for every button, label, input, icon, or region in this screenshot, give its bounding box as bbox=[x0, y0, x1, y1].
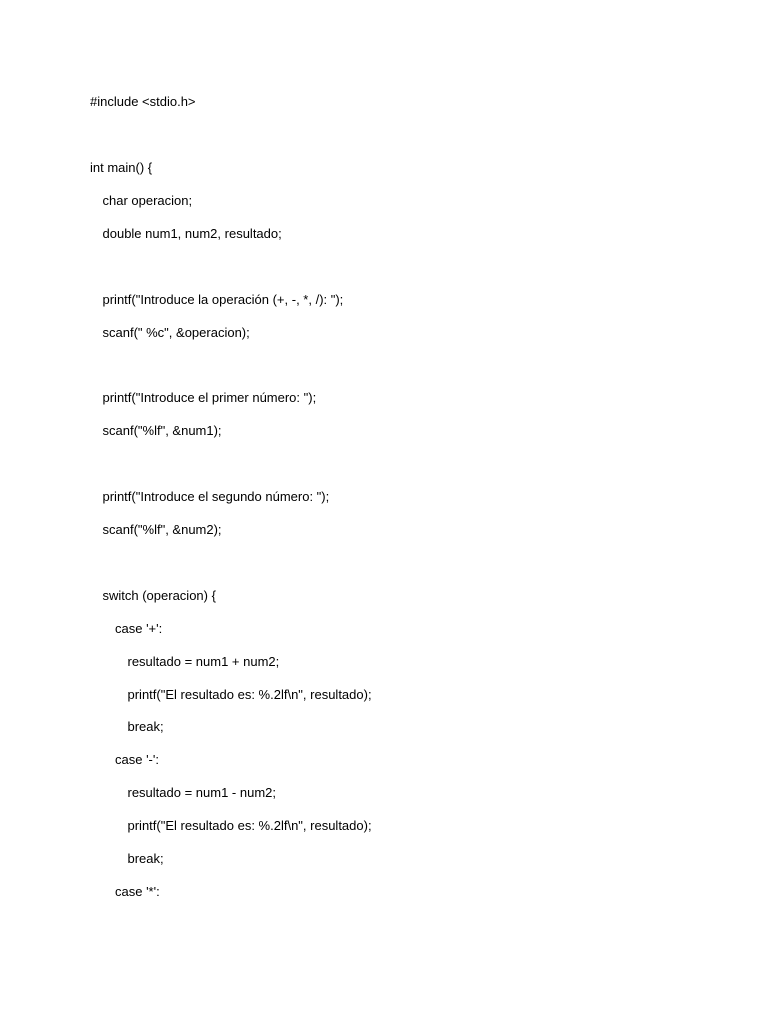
code-line: break; bbox=[127, 719, 164, 734]
code-line: scanf("%lf", &num1); bbox=[102, 423, 222, 438]
code-line: printf("El resultado es: %.2lf\n", resultado); bbox=[127, 687, 372, 702]
code-line: double num1, num2, resultado; bbox=[102, 226, 282, 241]
code-line: printf("Introduce la operación (+, -, *, /): "); bbox=[102, 292, 344, 307]
code-line: char operacion; bbox=[102, 193, 193, 208]
code-line: case '-': bbox=[115, 752, 159, 767]
code-line: scanf("%lf", &num2); bbox=[102, 522, 222, 537]
code-line: switch (operacion) { bbox=[102, 588, 216, 603]
code-line: scanf(" %c", &operacion); bbox=[102, 325, 250, 340]
code-line: break; bbox=[127, 851, 164, 866]
code-line: case '*': bbox=[115, 884, 160, 899]
code-line: #include <stdio.h> bbox=[90, 94, 196, 109]
code-line: resultado = num1 + num2; bbox=[127, 654, 280, 669]
code-line: printf("Introduce el primer número: "); bbox=[102, 390, 317, 405]
code-line: printf("Introduce el segundo número: "); bbox=[102, 489, 330, 504]
code-line: resultado = num1 - num2; bbox=[127, 785, 276, 800]
code-line: int main() { bbox=[90, 160, 153, 175]
code-line: printf("El resultado es: %.2lf\n", resultado); bbox=[127, 818, 372, 833]
code-line: case '+': bbox=[115, 621, 163, 636]
